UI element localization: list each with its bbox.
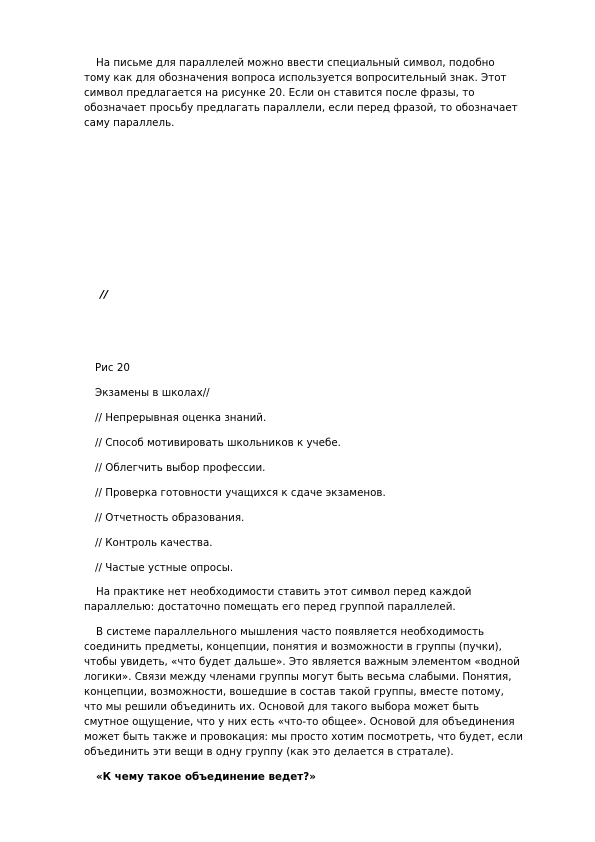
example-item: // Облегчить выбор профессии. xyxy=(95,462,266,474)
example-heading: Экзамены в школах// xyxy=(95,387,210,399)
example-item: // Проверка готовности учащихся к сдаче экзаменов. xyxy=(95,487,386,499)
example-item: // Способ мотивировать школьников к учебе. xyxy=(95,437,341,449)
question-line: «К чему такое объединение ведет?» xyxy=(96,771,316,783)
example-item: // Контроль качества. xyxy=(95,537,213,549)
example-item: // Отчетность образования. xyxy=(95,512,245,524)
example-item: // Частые устные опросы. xyxy=(95,562,234,574)
intro-paragraph: На письме для параллелей можно ввести специальный символ, подобно тому как для обозначения вопроса используется вопросительный знак. Этот символ предлагается на рисунке 20. Если он ставится после фразы, то обозначает просьбу предлагать параллели, если перед фразой, то обозначает саму параллель. xyxy=(84,57,518,129)
figure-caption: Рис 20 xyxy=(95,362,130,374)
example-item: // Непрерывная оценка знаний. xyxy=(95,412,267,424)
practice-paragraph: На практике нет необходимости ставить этот символ перед каждой параллелью: достаточно помещать его перед группой параллелей. xyxy=(84,586,472,613)
parallel-symbol-figure: // xyxy=(100,288,109,301)
system-paragraph: В системе параллельного мышления часто появляется необходимость соединить предметы, концепции, понятия и возможности в группы (пучки), чтобы увидеть, «что будет дальше». Это является важным элементом «водной логики». Связи между членами группы могут быть весьма слабыми. Понятия, концепции, возможности, вошедшие в состав такой группы, вместе потому, что мы решили объединить их. Основой для такого выбора может быть смутное ощущение, что у них есть «что-то общее». Основой для объединения может быть также и провокация: мы просто хотим посмотреть, что будет, если объединить эти вещи в одну группу (как это делается в стратале). xyxy=(84,626,523,758)
